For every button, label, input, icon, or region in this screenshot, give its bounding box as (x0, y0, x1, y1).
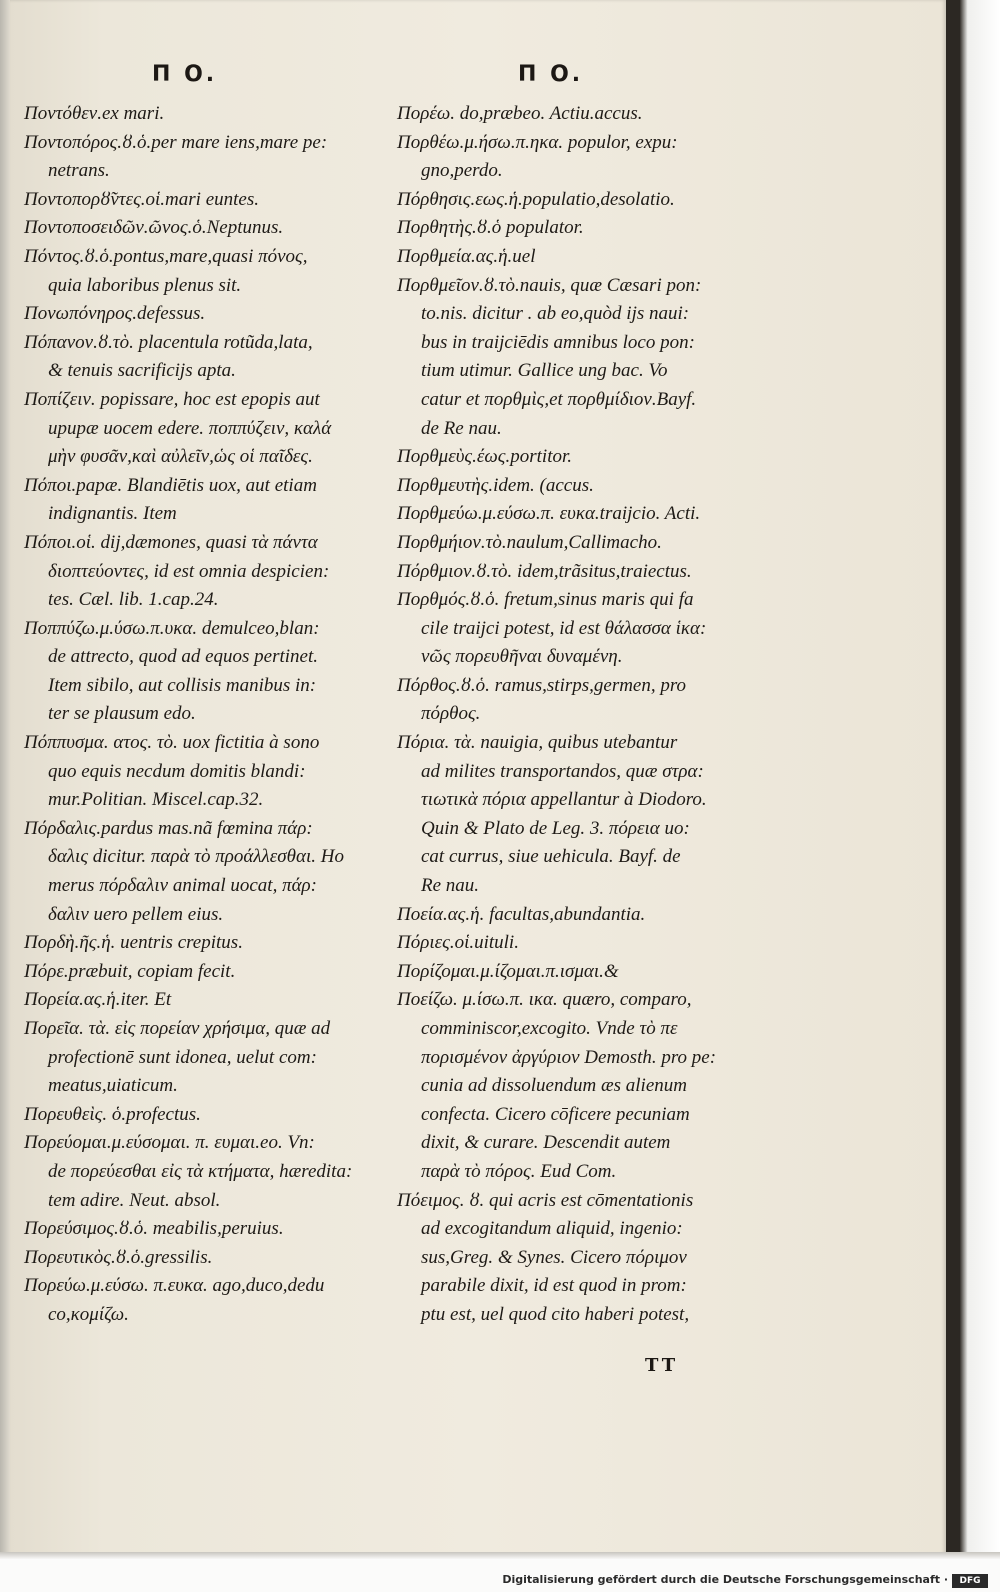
dictionary-entry-line: Ποπίζειν. popissare, hoc est epopis aut (24, 388, 320, 410)
entry-continuation-line: Item sibilo, aut collisis manibus in: (48, 674, 317, 696)
dictionary-entry-line: Πορθμεύω.μ.εύσω.π. ευκα.traijcio. Acti. (397, 503, 701, 525)
entry-continuation-line: de πορεύεσθαι εἰς τὰ κτήματα, hæredita: (48, 1160, 353, 1182)
dictionary-entry-line: Πορεῖα. τὰ. εἰς πορείαν χρήσιμα, quæ ad (24, 1018, 331, 1039)
entry-continuation-line: quia laboribus plenus sit. (48, 274, 242, 296)
entry-continuation-line: dixit, & curare. Descendit autem (421, 1132, 671, 1154)
page-right-edge (946, 0, 1000, 1556)
dictionary-entry-line: Ποντοπόρος.ȣ.ὁ.per mare iens,mare pe: (24, 131, 328, 153)
dictionary-entry-line: Πόρε.præbuit, copiam fecit. (24, 960, 236, 982)
entry-continuation-line: cunia ad dissoluendum æs alienum (421, 1075, 687, 1097)
entry-continuation-line: πορισμένον ἀργύριον Demosth. pro pe: (421, 1046, 717, 1068)
dictionary-entry-line: Πόειμος. ȣ. qui acris est cōmentationis (397, 1189, 694, 1211)
dfg-logo: DFG (952, 1574, 988, 1588)
entry-continuation-line: parabile dixit, id est quod in prom: (421, 1275, 687, 1297)
dictionary-entry-line: Πονωπόνηρος.defessus. (24, 303, 206, 325)
entry-continuation-line: upupæ uocem edere. ποππύζειν, καλά (48, 417, 332, 439)
entry-continuation-line: νῶς πορευθῆναι δυναμένη. (421, 646, 623, 668)
signature-mark: TT (645, 1355, 680, 1376)
dictionary-entry-line: Πορθμεῖον.ȣ.τὸ.nauis, quæ Cæsari pon: (397, 274, 702, 296)
dictionary-entry-line: Πορθητὴς.ȣ.ὁ populator. (397, 217, 584, 239)
running-header-left: Π Ο. (152, 62, 218, 87)
dictionary-entry-line: Πορθέω.μ.ήσω.π.ηκα. populor, expu: (397, 131, 678, 153)
entry-continuation-line: μὴν φυσᾶν,καὶ αὐλεῖν,ὡς οἱ παῖδες. (48, 446, 313, 468)
entry-continuation-line: bus in traijciēdis amnibus loco pon: (421, 331, 695, 353)
dictionary-entry-line: Πόρια. τὰ. nauigia, quibus utebantur (397, 732, 678, 754)
dictionary-entry-line: Πόρθησις.εως.ἡ.populatio,desolatio. (397, 188, 675, 210)
dictionary-entry-line: Πορθμήιον.τὸ.naulum,Callimacho. (397, 531, 662, 553)
entry-continuation-line: ter se plausum edo. (48, 703, 196, 725)
dictionary-entry-line: Ποντοποσειδῶν.ῶνος.ὁ.Neptunus. (24, 217, 284, 239)
dictionary-entry-line: Πορεύσιμος.ȣ.ὁ. meabilis,peruius. (24, 1218, 284, 1240)
entry-continuation-line: tium utimur. Gallice ung bac. Vo (421, 360, 668, 382)
dictionary-entry-line: Ποντόθεν.ex mari. (24, 103, 165, 124)
entry-continuation-line: de attrecto, quod ad equos pertinet. (48, 646, 318, 668)
entry-continuation-line: mur.Politian. Miscel.cap.32. (48, 789, 264, 811)
entry-continuation-line: & tenuis sacrificijs apta. (48, 360, 236, 382)
dictionary-entry-line: Πορεύω.μ.εύσω. π.ευκα. ago,duco,dedu (24, 1275, 325, 1297)
dictionary-entry-line: Πορέω. do,præbeo. Actiu.accus. (397, 103, 643, 124)
entry-continuation-line: indignantis. Item (48, 503, 177, 525)
funding-credit: Digitalisierung gefördert durch die Deutsche Forschungsgemeinschaft · (502, 1573, 948, 1586)
entry-continuation-line: sus,Greg. & Synes. Cicero πόριμον (421, 1246, 687, 1268)
dictionary-entry-line: Πορθμευτὴς.idem. (accus. (397, 474, 594, 496)
dictionary-entry-line: Πόρθμιον.ȣ.τὸ. idem,trãsitus,traiectus. (397, 560, 692, 582)
entry-continuation-line: ad excogitandum aliquid, ingenio: (421, 1218, 683, 1240)
entry-continuation-line: quo equis necdum domitis blandi: (48, 760, 306, 782)
right-dictionary-column (397, 100, 742, 1330)
dictionary-entry-line: Πορεύομαι.μ.εύσομαι. π. ευμαι.eo. Vn: (24, 1132, 315, 1154)
dictionary-entry-line: Πόριες.οἱ.uituli. (397, 932, 519, 954)
entry-continuation-line: co,κομίζω. (48, 1303, 129, 1325)
dictionary-entry-line: Πορθμεία.ας.ἡ.uel (397, 245, 536, 267)
entry-continuation-line: de Re nau. (421, 417, 502, 439)
entry-continuation-line: tes. Cæl. lib. 1.cap.24. (48, 589, 219, 611)
dictionary-entry-line: Ποείζω. μ.ίσω.π. ικα. quæro, comparo, (397, 989, 692, 1011)
entry-continuation-line: δαλιν uero pellem eius. (48, 903, 224, 925)
entry-continuation-line: Quin & Plato de Leg. 3. πόρεια uo: (421, 817, 690, 839)
entry-continuation-line: tem adire. Neut. absol. (48, 1189, 221, 1211)
dictionary-entry-line: Πόποι.papæ. Blandiētis uox, aut etiam (24, 474, 317, 496)
entry-continuation-line: gno,perdo. (421, 160, 503, 182)
entry-continuation-line: confecta. Cicero cōficere pecuniam (421, 1103, 690, 1125)
dictionary-entry-line: Πορθμεὺς.έως.portitor. (397, 446, 573, 468)
footer-bar (0, 1572, 1000, 1592)
entry-continuation-line: παρὰ τὸ πόρος. Eud Com. (421, 1160, 617, 1182)
dictionary-entry-line: Πόντος.ȣ.ὁ.pontus,mare,quasi πόνος, (24, 245, 308, 267)
dictionary-entry-line: Πορθμός.ȣ.ὁ. fretum,sinus maris qui fa (397, 589, 694, 611)
dictionary-entry-line: Ποντοπορȣ̃ντες.οἱ.mari euntes. (24, 188, 259, 210)
entry-continuation-line: τιωτικὰ πόρια appellantur à Diodoro. (421, 789, 707, 811)
entry-continuation-line: Re nau. (421, 875, 480, 897)
running-header-right: Π Ο. (518, 62, 584, 87)
entry-continuation-line: comminiscor,excogito. Vnde τὸ πε (421, 1018, 678, 1039)
dictionary-entry-line: Πορευτικὸς.ȣ.ὁ.gressilis. (24, 1246, 213, 1268)
dictionary-entry-line: Πόποι.οἱ. dij,dæmones, quasi τὰ πάντα (24, 531, 318, 553)
entry-continuation-line: cat currus, siue uehicula. Bayf. de (421, 846, 681, 868)
entry-continuation-line: δαλις dicitur. παρὰ τὸ προάλλεσθαι. Ho (48, 846, 344, 868)
dictionary-entry-line: Πορίζομαι.μ.ίζομαι.π.ισμαι.& (397, 960, 619, 982)
entry-continuation-line: catur et πορθμὶς,et πορθμίδιον.Bayf. (421, 388, 697, 410)
entry-continuation-line: ad milites transportandos, quæ στρα: (421, 760, 704, 782)
left-dictionary-column (24, 100, 379, 1330)
entry-continuation-line: netrans. (48, 160, 110, 182)
dictionary-entry-line: Πορευθεὶς. ὁ.profectus. (24, 1103, 201, 1125)
entry-continuation-line: διοπτεύοντες, id est omnia despicien: (48, 560, 330, 582)
dictionary-entry-line: Ποππύζω.μ.ύσω.π.υκα. demulceo,blan: (24, 617, 320, 639)
dictionary-entry-line: Πόρθος.ȣ.ὁ. ramus,stirps,germen, pro (397, 674, 687, 696)
dictionary-entry-line: Πόπανον.ȣ.τὸ. placentula rotũda,lata, (24, 331, 313, 353)
entry-continuation-line: πόρθος. (421, 703, 481, 725)
dictionary-entry-line: Πόρδαλις.pardus mas.nã fœmina πάρ: (24, 817, 313, 839)
entry-continuation-line: cile traijci potest, id est θάλασσα ἱκα: (421, 617, 707, 639)
entry-continuation-line: meatus,uiaticum. (48, 1075, 178, 1097)
entry-continuation-line: merus πόρδαλιν animal uocat, πάρ: (48, 875, 318, 897)
entry-continuation-line: to.nis. dicitur . ab eo,quòd ijs naui: (421, 303, 690, 325)
dictionary-entry-line: Ποεία.ας.ἡ. facultas,abundantia. (397, 903, 646, 925)
dictionary-entry-line: Πορεία.ας.ἡ.iter. Et (24, 989, 172, 1011)
entry-continuation-line: ptu est, uel quod cito haberi potest, (421, 1303, 690, 1325)
page-bottom-edge (0, 1552, 1000, 1560)
dictionary-entry-line: Πορδὴ.ῆς.ἡ. uentris crepitus. (24, 932, 243, 954)
dictionary-entry-line: Πόππυσμα. ατος. τὸ. uox fictitia à sono (24, 732, 320, 754)
entry-continuation-line: profectionē sunt idonea, uelut com: (48, 1046, 317, 1068)
